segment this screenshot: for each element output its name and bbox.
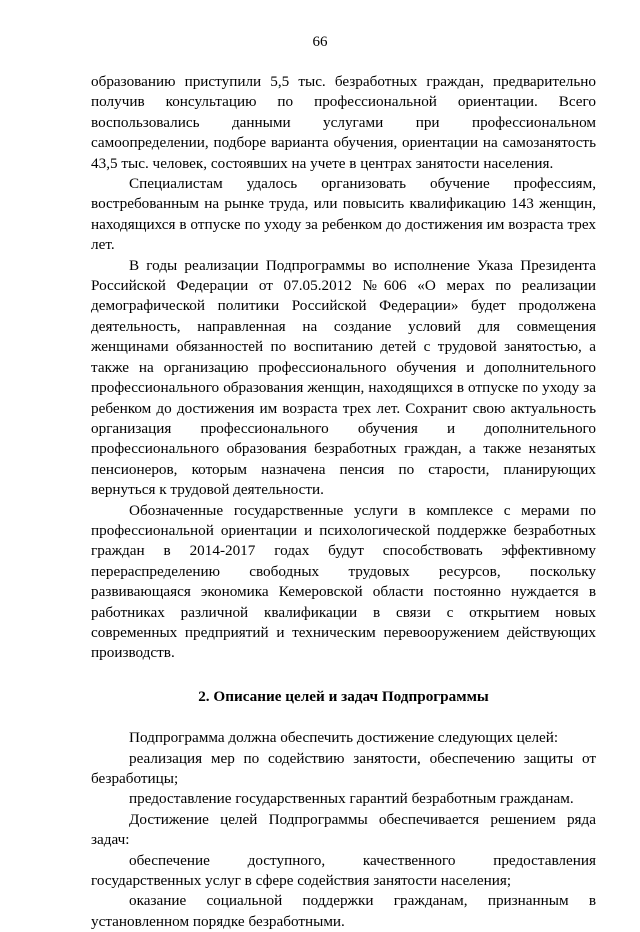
goal-item: предоставление государственных гарантий безработным гражданам.	[129, 790, 574, 808]
section-heading: 2. Описание целей и задач Подпрограммы	[198, 687, 489, 705]
paragraph-decree: В годы реализации Подпрограммы во исполнение Указа Президента Российской Федерации от 07.05.2012 №606 «О мерах по реализации демографической политики Российской Федерации» будет продолжена деятельность, направленная на создание условий для совмещения женщинами обязанностей по воспитанию детей с трудовой занятостью, а также на организацию профессионального обучения и дополнительного профессионального образования женщин, находящихся в отпуске по уходу за ребенком до достижения им возраста трех лет. Сохранит свою актуальность организация профессионального обучения и дополнительного профессионального образования безработных граждан, а также незанятых пенсионеров, которым назначена пенсия по старости, планирующих вернуться к трудовой деятельности.	[91, 256, 596, 499]
task-item: оказание социальной поддержки гражданам, признанным в установленном порядке безработными.	[91, 892, 596, 930]
paragraph-continuation: образованию приступили 5,5 тыс. безработных граждан, предварительно получив консультацию по профессиональной ориентации. Всего воспользовались данными услугами при профессиональном самоопределении, подборе варианта обучения, ориентации на самозанятость 43,5 тыс. человек, состоявших на учете в центрах занятости населения.	[91, 73, 596, 172]
task-item: обеспечение доступного, качественного предоставления государственных услуг в сфере содействия занятости населения;	[91, 851, 596, 890]
paragraph-goals-intro: Подпрограмма должна обеспечить достижение следующих целей:	[129, 729, 559, 747]
paragraph-services: Обозначенные государственные услуги в комплексе с мерами по профессиональной ориентации и психологической поддержке безработных граждан в 2014-2017 годах будут способствовать эффективному перераспределению свободных трудовых ресурсов, поскольку развивающаяся экономика Кемеровской области постоянно нуждается в работниках различной квалификации в связи с открытием новых современных предприятий и техническим перевооружением действующих производств.	[91, 501, 596, 662]
goal-item: реализация мер по содействию занятости, обеспечению защиты от безработицы;	[91, 749, 596, 787]
paragraph-specialists: Специалистам удалось организовать обучение профессиям, востребованным на рынке труда, или повысить квалификацию 143 женщин, находящихся в отпуске по уходу за ребенком до достижения им возраста трех лет.	[91, 175, 596, 254]
page-number: 66	[312, 34, 328, 50]
page-content	[91, 72, 596, 932]
paragraph-tasks-intro: Достижение целей Подпрограммы обеспечивается решением ряда задач:	[91, 810, 596, 849]
